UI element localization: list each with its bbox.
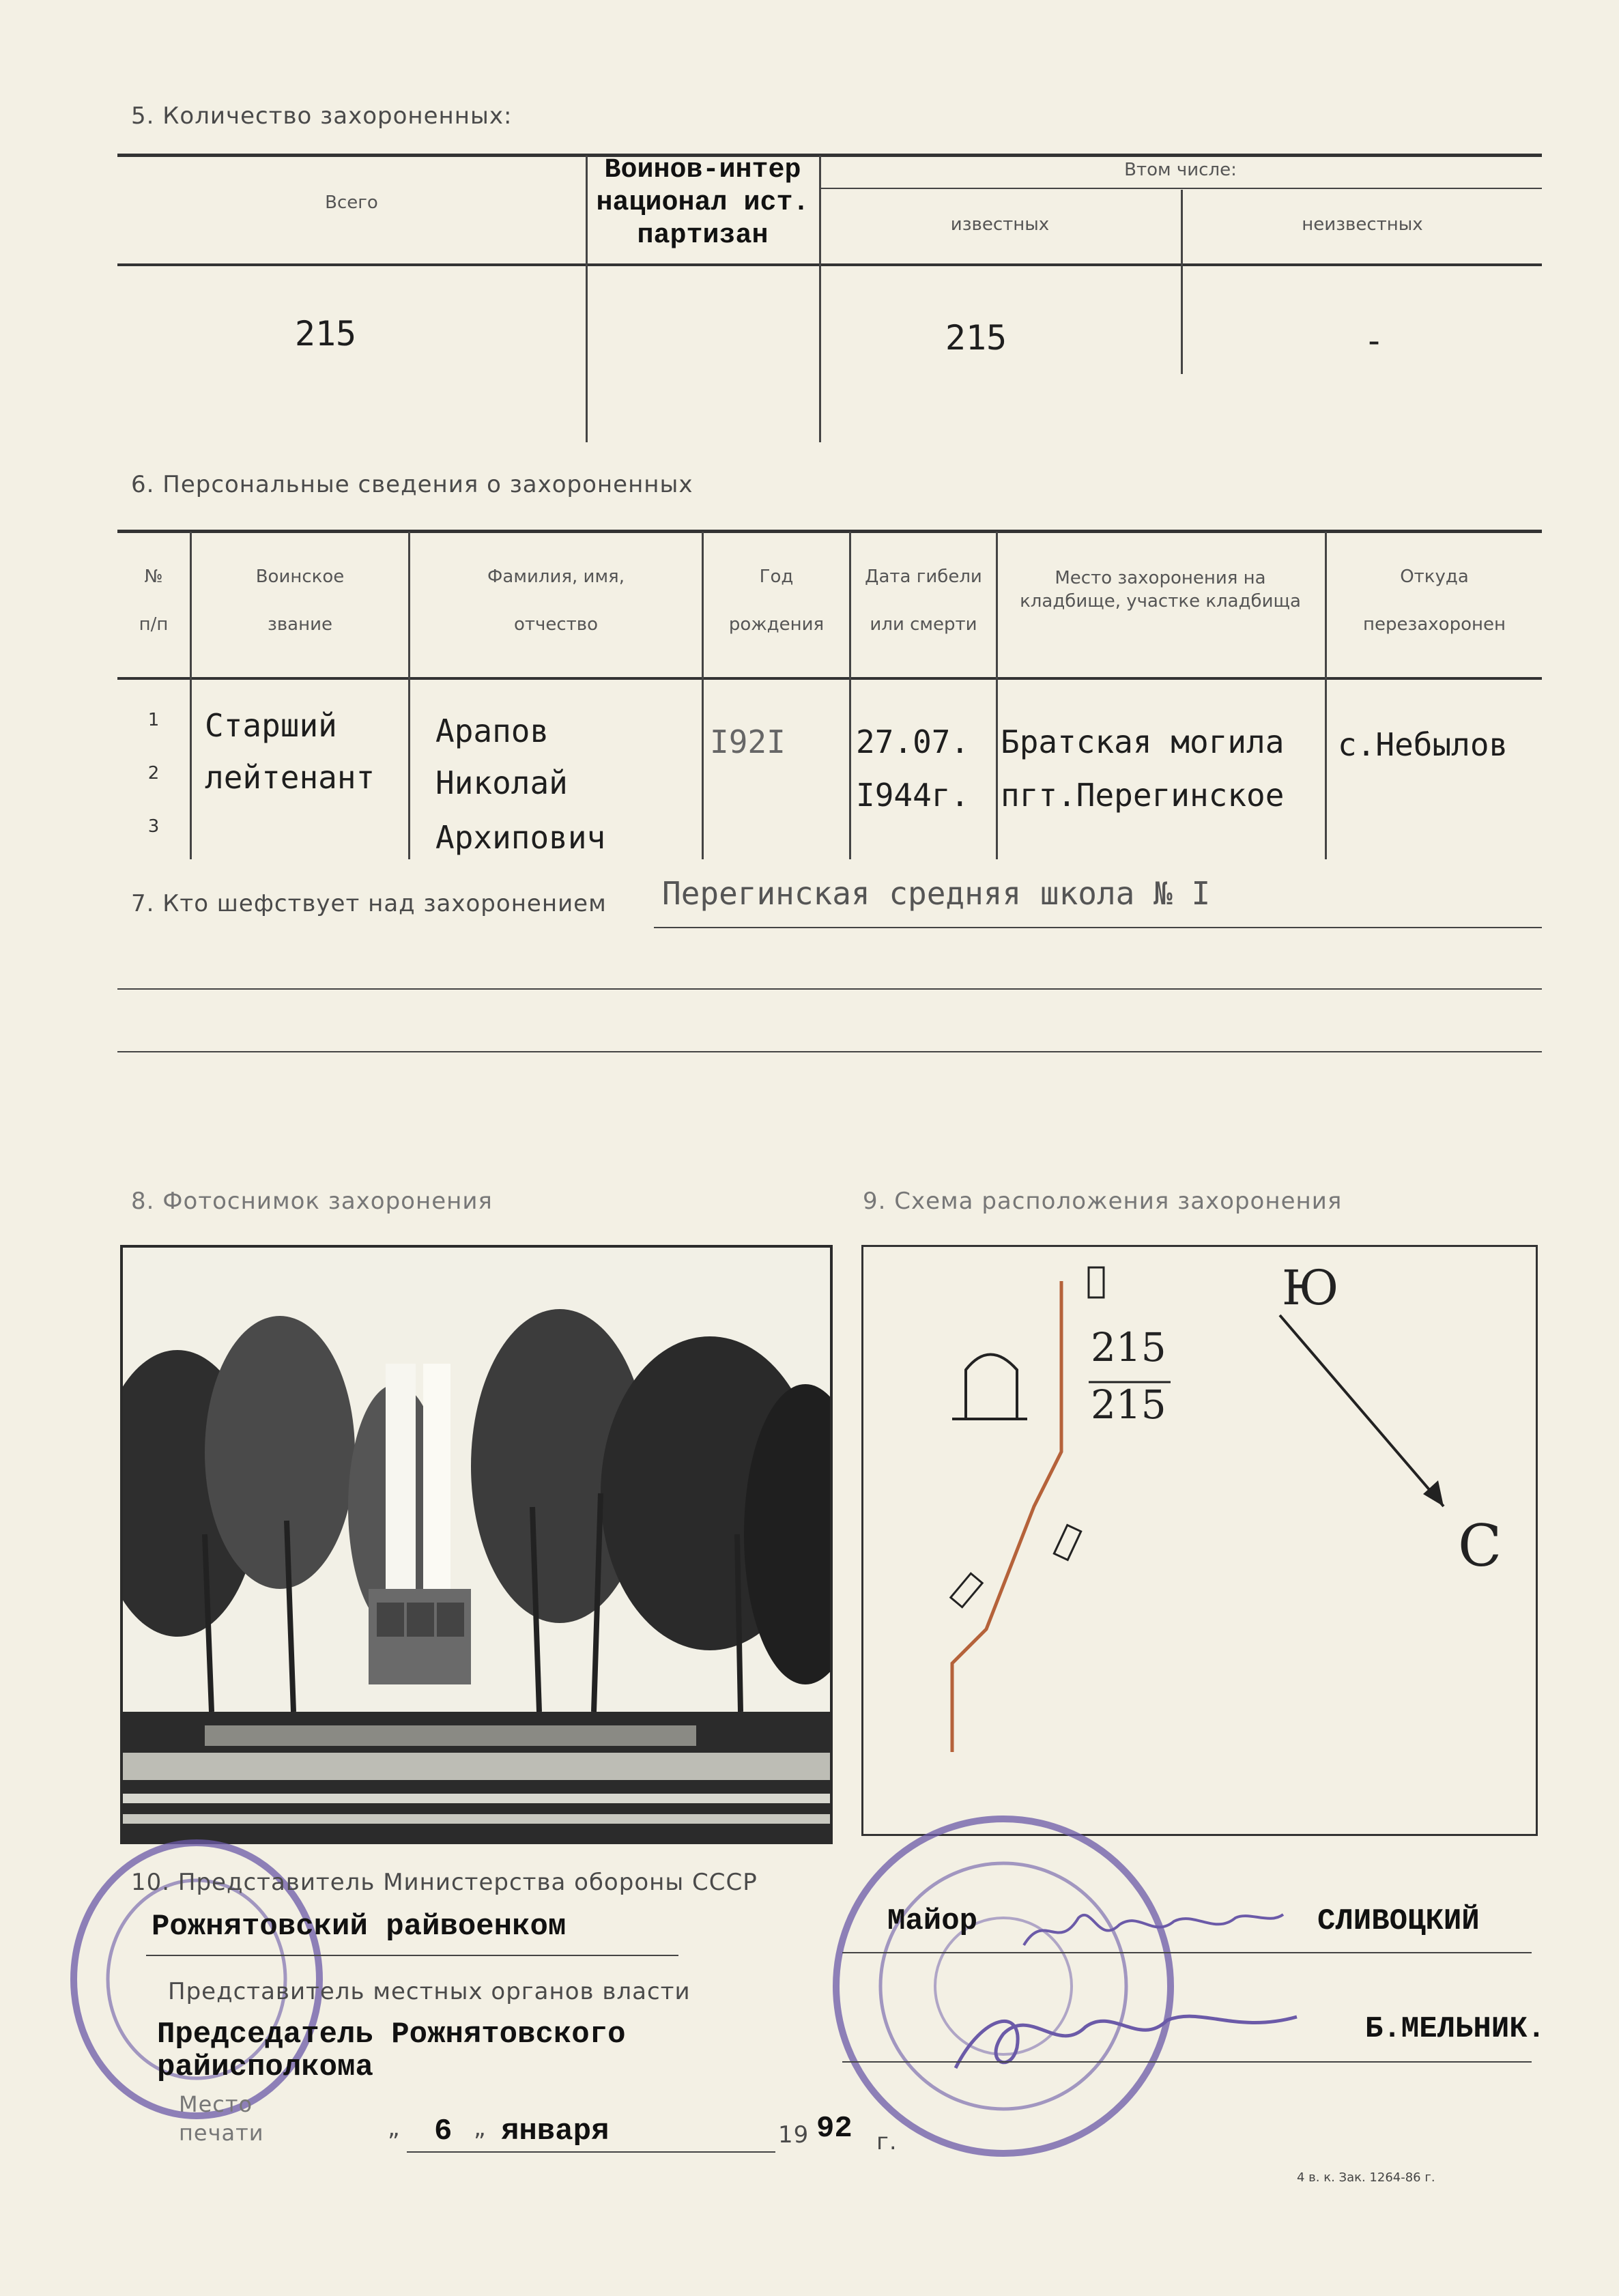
death-line-1: 27.07.	[856, 723, 970, 760]
header-warriors: Воинов-интер национал ист. партизан	[596, 155, 810, 251]
th-rank-b: звание	[268, 614, 332, 635]
row-number-2: 2	[147, 763, 160, 784]
table5-col-divider-2	[819, 156, 821, 442]
th-death-b: или смерти	[870, 614, 977, 635]
th-num-b: п/п	[139, 614, 169, 635]
memorial-photo	[123, 1248, 830, 1841]
value-known: 215	[945, 318, 1007, 358]
place-line-2: пгт.Перегинское	[1001, 777, 1285, 814]
stamp-place-label-2: печати	[179, 2120, 264, 2146]
mod-label: 10. Представитель Министерства обороны СССР	[131, 1869, 758, 1896]
section7-line-2	[117, 988, 1542, 990]
local-surname: Б.МЕЛЬНИК.	[1365, 2012, 1546, 2046]
section7-value: Перегинская средняя школа № I	[662, 875, 1211, 912]
table6-top-border	[117, 530, 1542, 533]
th-death-a: Дата гибели	[865, 566, 982, 587]
value-total: 215	[294, 314, 357, 354]
name-line-3: Архипович	[435, 819, 606, 856]
scheme-drawing	[863, 1247, 1536, 1834]
date-century: 19	[778, 2121, 810, 2149]
th-name-b: отчество	[513, 614, 599, 635]
scheme-numerator: 215	[1091, 1324, 1166, 1371]
date-line	[407, 2151, 775, 2153]
place-line-1: Братская могила	[1001, 723, 1285, 760]
table5-header-bottom	[117, 263, 1542, 266]
printer-mark: 4 в. к. Зак. 1264-86 г.	[1297, 2170, 1435, 2185]
th-year-b: рождения	[728, 614, 825, 635]
compass-south-label: Ю	[1282, 1260, 1339, 1316]
table5-col-divider-1	[586, 156, 588, 442]
photo-frame	[120, 1245, 833, 1844]
header-in-that-number: Втом числе:	[1124, 160, 1237, 180]
row-number-1: 1	[147, 710, 160, 730]
birth-year: I92I	[710, 723, 786, 760]
mod-org-line	[146, 1955, 678, 1956]
date-quote-open: „	[388, 2114, 401, 2142]
date-quote-close: „	[474, 2114, 487, 2142]
header-known: известных	[950, 214, 1050, 235]
date-month: января	[501, 2114, 610, 2149]
round-stamp-right	[812, 1795, 1194, 2177]
date-suffix: г.	[876, 2128, 898, 2155]
mod-rank: Майор	[887, 1904, 978, 1938]
section7-line-1	[654, 927, 1542, 928]
local-label: Представитель местных органов власти	[168, 1978, 691, 2005]
table5-subheader-line	[819, 188, 1542, 189]
value-unknown: -	[1363, 321, 1385, 360]
section6-title: 6. Персональные сведения о захороненных	[131, 471, 693, 498]
mod-org: Рожнятовский райвоенком	[152, 1910, 567, 1944]
header-unknown: неизвестных	[1302, 214, 1423, 235]
mod-sign-line	[842, 1952, 1532, 1953]
th-rank-a: Воинское	[255, 566, 345, 587]
table6-header-bottom	[117, 677, 1542, 680]
date-day: 6	[434, 2114, 453, 2149]
death-line-2: I944г.	[856, 777, 970, 814]
th-year-a: Год	[759, 566, 794, 587]
rank-line-2: лейтенант	[205, 759, 375, 796]
section9-title: 9. Схема расположения захоронения	[863, 1188, 1343, 1215]
th-name-a: Фамилия, имя,	[487, 566, 625, 587]
reburied-from: с.Небылов	[1338, 726, 1508, 763]
th-from-a: Откуда	[1400, 566, 1469, 587]
scheme-frame	[861, 1245, 1538, 1836]
section8-title: 8. Фотоснимок захоронения	[131, 1188, 493, 1215]
section5-title: 5. Количество захороненных:	[131, 102, 513, 130]
table6-div-5	[996, 532, 998, 859]
th-num-a: №	[144, 566, 163, 587]
section7-label: 7. Кто шефствует над захоронением	[131, 890, 607, 917]
local-sign-line	[842, 2061, 1532, 2063]
header-total: Всего	[325, 192, 378, 213]
date-year: 92	[816, 2112, 853, 2146]
section7-line-3	[117, 1051, 1542, 1052]
name-line-1: Арапов	[435, 713, 549, 749]
table5-top-border	[117, 154, 1542, 157]
stamp-place-label-1: Место	[179, 2091, 253, 2117]
name-line-2: Николай	[435, 764, 568, 801]
local-org-line2: райисполкома	[157, 2050, 373, 2084]
rank-line-1: Старший	[205, 707, 337, 744]
local-signature	[942, 2000, 1324, 2082]
th-place: Место захоронения на кладбище, участке кладбища	[1020, 568, 1301, 612]
th-from-b: перезахоронен	[1363, 614, 1506, 635]
local-org-line1: Председатель Рожнятовского	[157, 2018, 626, 2052]
compass-north-label: С	[1458, 1512, 1502, 1579]
mod-surname: СЛИВОЦКИЙ	[1317, 1904, 1480, 1938]
row-number-3: 3	[147, 816, 160, 837]
mod-signature	[1017, 1897, 1290, 1959]
scheme-denominator: 215	[1091, 1381, 1166, 1428]
